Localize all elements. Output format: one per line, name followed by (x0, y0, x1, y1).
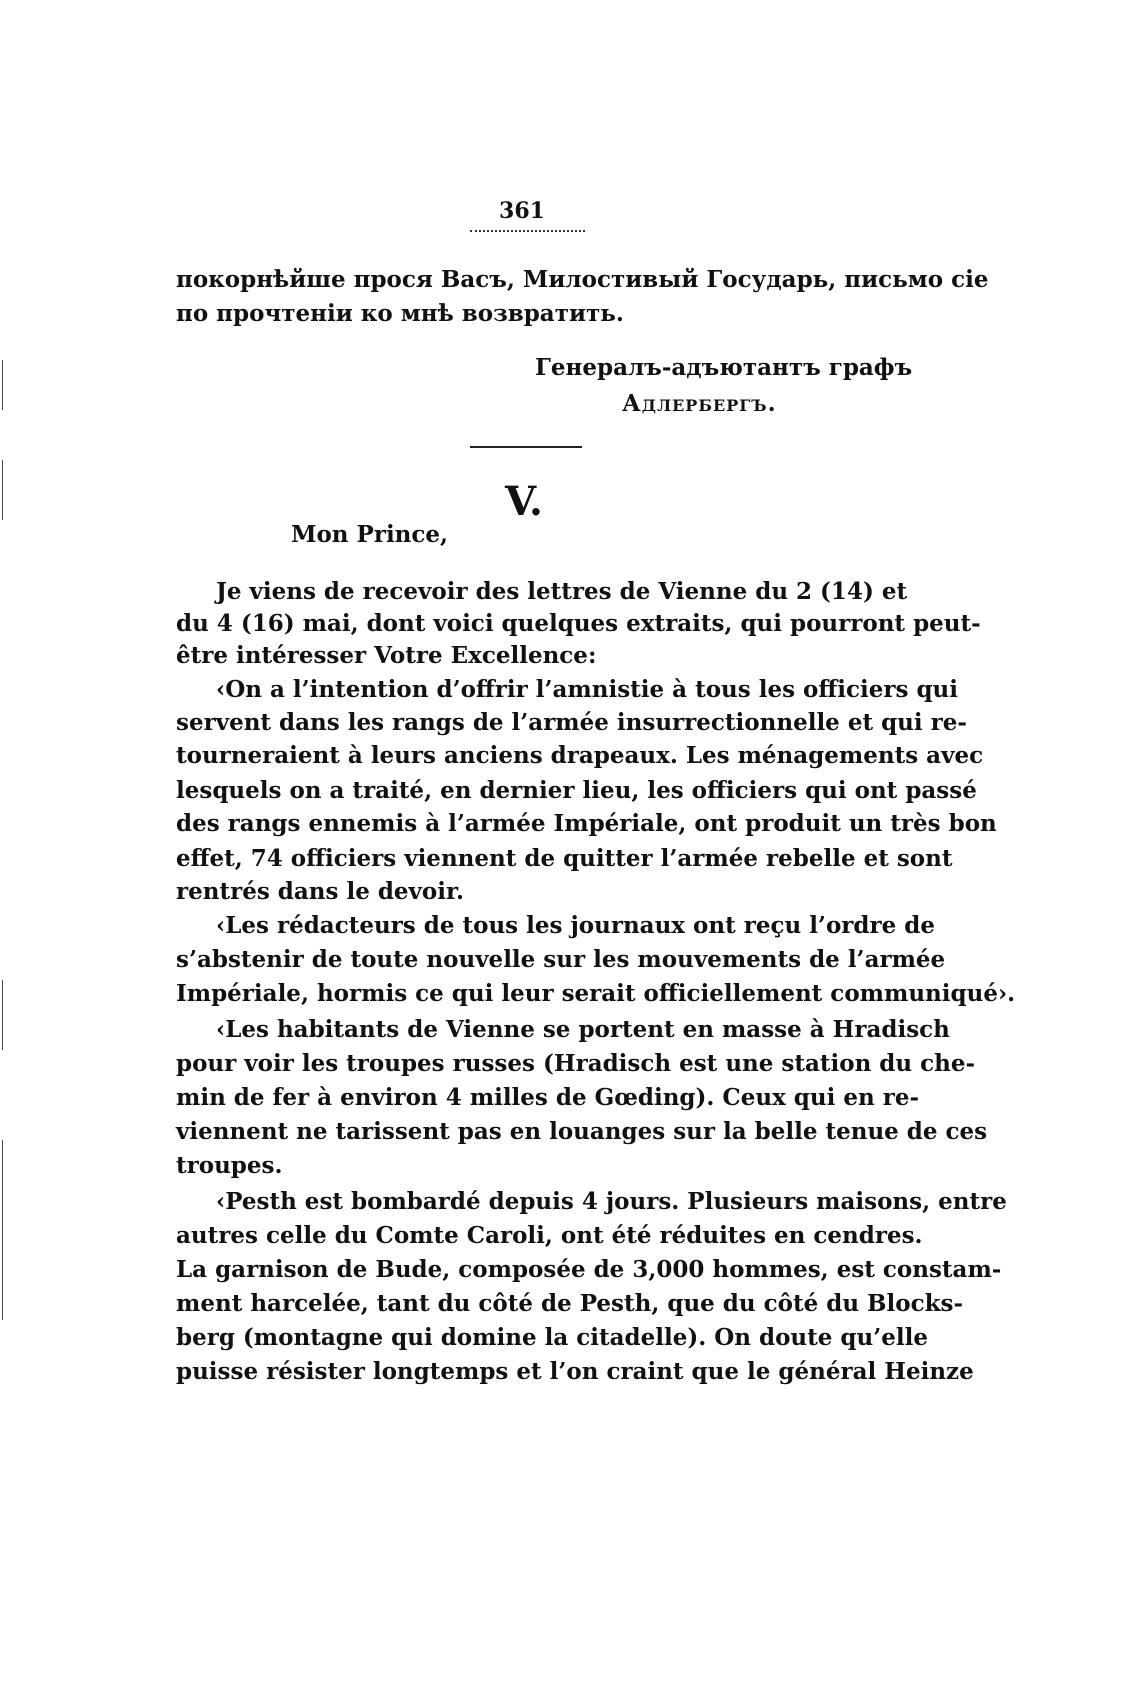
body-text-line: ‹Pesth est bombardé depuis 4 jours. Plusieurs maisons, entre (216, 1188, 1007, 1215)
body-text-line: ‹Les rédacteurs de tous les journaux ont reçu l’ordre de (216, 912, 935, 939)
signature-name: Адлербергъ. (622, 390, 777, 417)
section-heading: V. (505, 478, 543, 525)
body-text-line: tourneraient à leurs anciens drapeaux. Les ménagements avec (176, 742, 984, 769)
body-text-line: ment harcelée, tant du côté de Pesth, que du côté du Blocks- (176, 1290, 963, 1317)
salutation: Mon Prince, (291, 521, 449, 548)
body-text-line: servent dans les rangs de l’armée insurrectionnelle et qui re- (176, 709, 967, 736)
body-text-line: Impériale, hormis ce qui leur serait officiellement communiqué›. (176, 980, 1016, 1007)
section-divider (470, 446, 582, 448)
scan-edge-mark (2, 360, 3, 410)
body-text-line: Je viens de recevoir des lettres de Vienne du 2 (14) et (216, 578, 908, 605)
letter-text-line: покорнѣйше прося Васъ, Милостивый Государь, письмо сіе (176, 266, 989, 293)
scan-edge-mark (2, 460, 3, 520)
body-text-line: effet, 74 officiers viennent de quitter l’armée rebelle et sont (176, 845, 953, 872)
page-number-ornament (470, 230, 585, 236)
page-number: 361 (499, 198, 545, 224)
body-text-line: des rangs ennemis à l’armée Impériale, ont produit un très bon (176, 810, 997, 837)
body-text-line: être intéresser Votre Excellence: (176, 642, 597, 669)
body-text-line: La garnison de Bude, composée de 3,000 hommes, est constam- (176, 1256, 1002, 1283)
body-text-line: viennent ne tarissent pas en louanges sur la belle tenue de ces (176, 1118, 988, 1145)
body-text-line: pour voir les troupes russes (Hradisch est une station du che- (176, 1050, 976, 1077)
scan-edge-mark (2, 980, 3, 1050)
body-text-line: puisse résister longtemps et l’on craint que le général Heinze (176, 1358, 974, 1385)
scan-edge-mark (2, 1140, 3, 1320)
signature-title: Генералъ-адъютантъ графъ (535, 354, 913, 381)
body-text-line: du 4 (16) mai, dont voici quelques extraits, qui pourront peut- (176, 610, 981, 637)
body-text-line: ‹On a l’intention d’offrir l’amnistie à tous les officiers qui (216, 676, 958, 703)
letter-text-line: по прочтеніи ко мнѣ возвратить. (176, 300, 624, 327)
body-text-line: ‹Les habitants de Vienne se portent en masse à Hradisch (216, 1016, 950, 1043)
body-text-line: s’abstenir de toute nouvelle sur les mouvements de l’armée (176, 946, 946, 973)
body-text-line: autres celle du Comte Caroli, ont été réduites en cendres. (176, 1222, 923, 1249)
body-text-line: lesquels on a traité, en dernier lieu, les officiers qui ont passé (176, 777, 977, 804)
body-text-line: rentrés dans le devoir. (176, 878, 465, 905)
body-text-line: min de fer à environ 4 milles de Gœding). Ceux qui en re- (176, 1084, 919, 1111)
body-text-line: troupes. (176, 1152, 283, 1179)
body-text-line: berg (montagne qui domine la citadelle). On doute qu’elle (176, 1324, 928, 1351)
